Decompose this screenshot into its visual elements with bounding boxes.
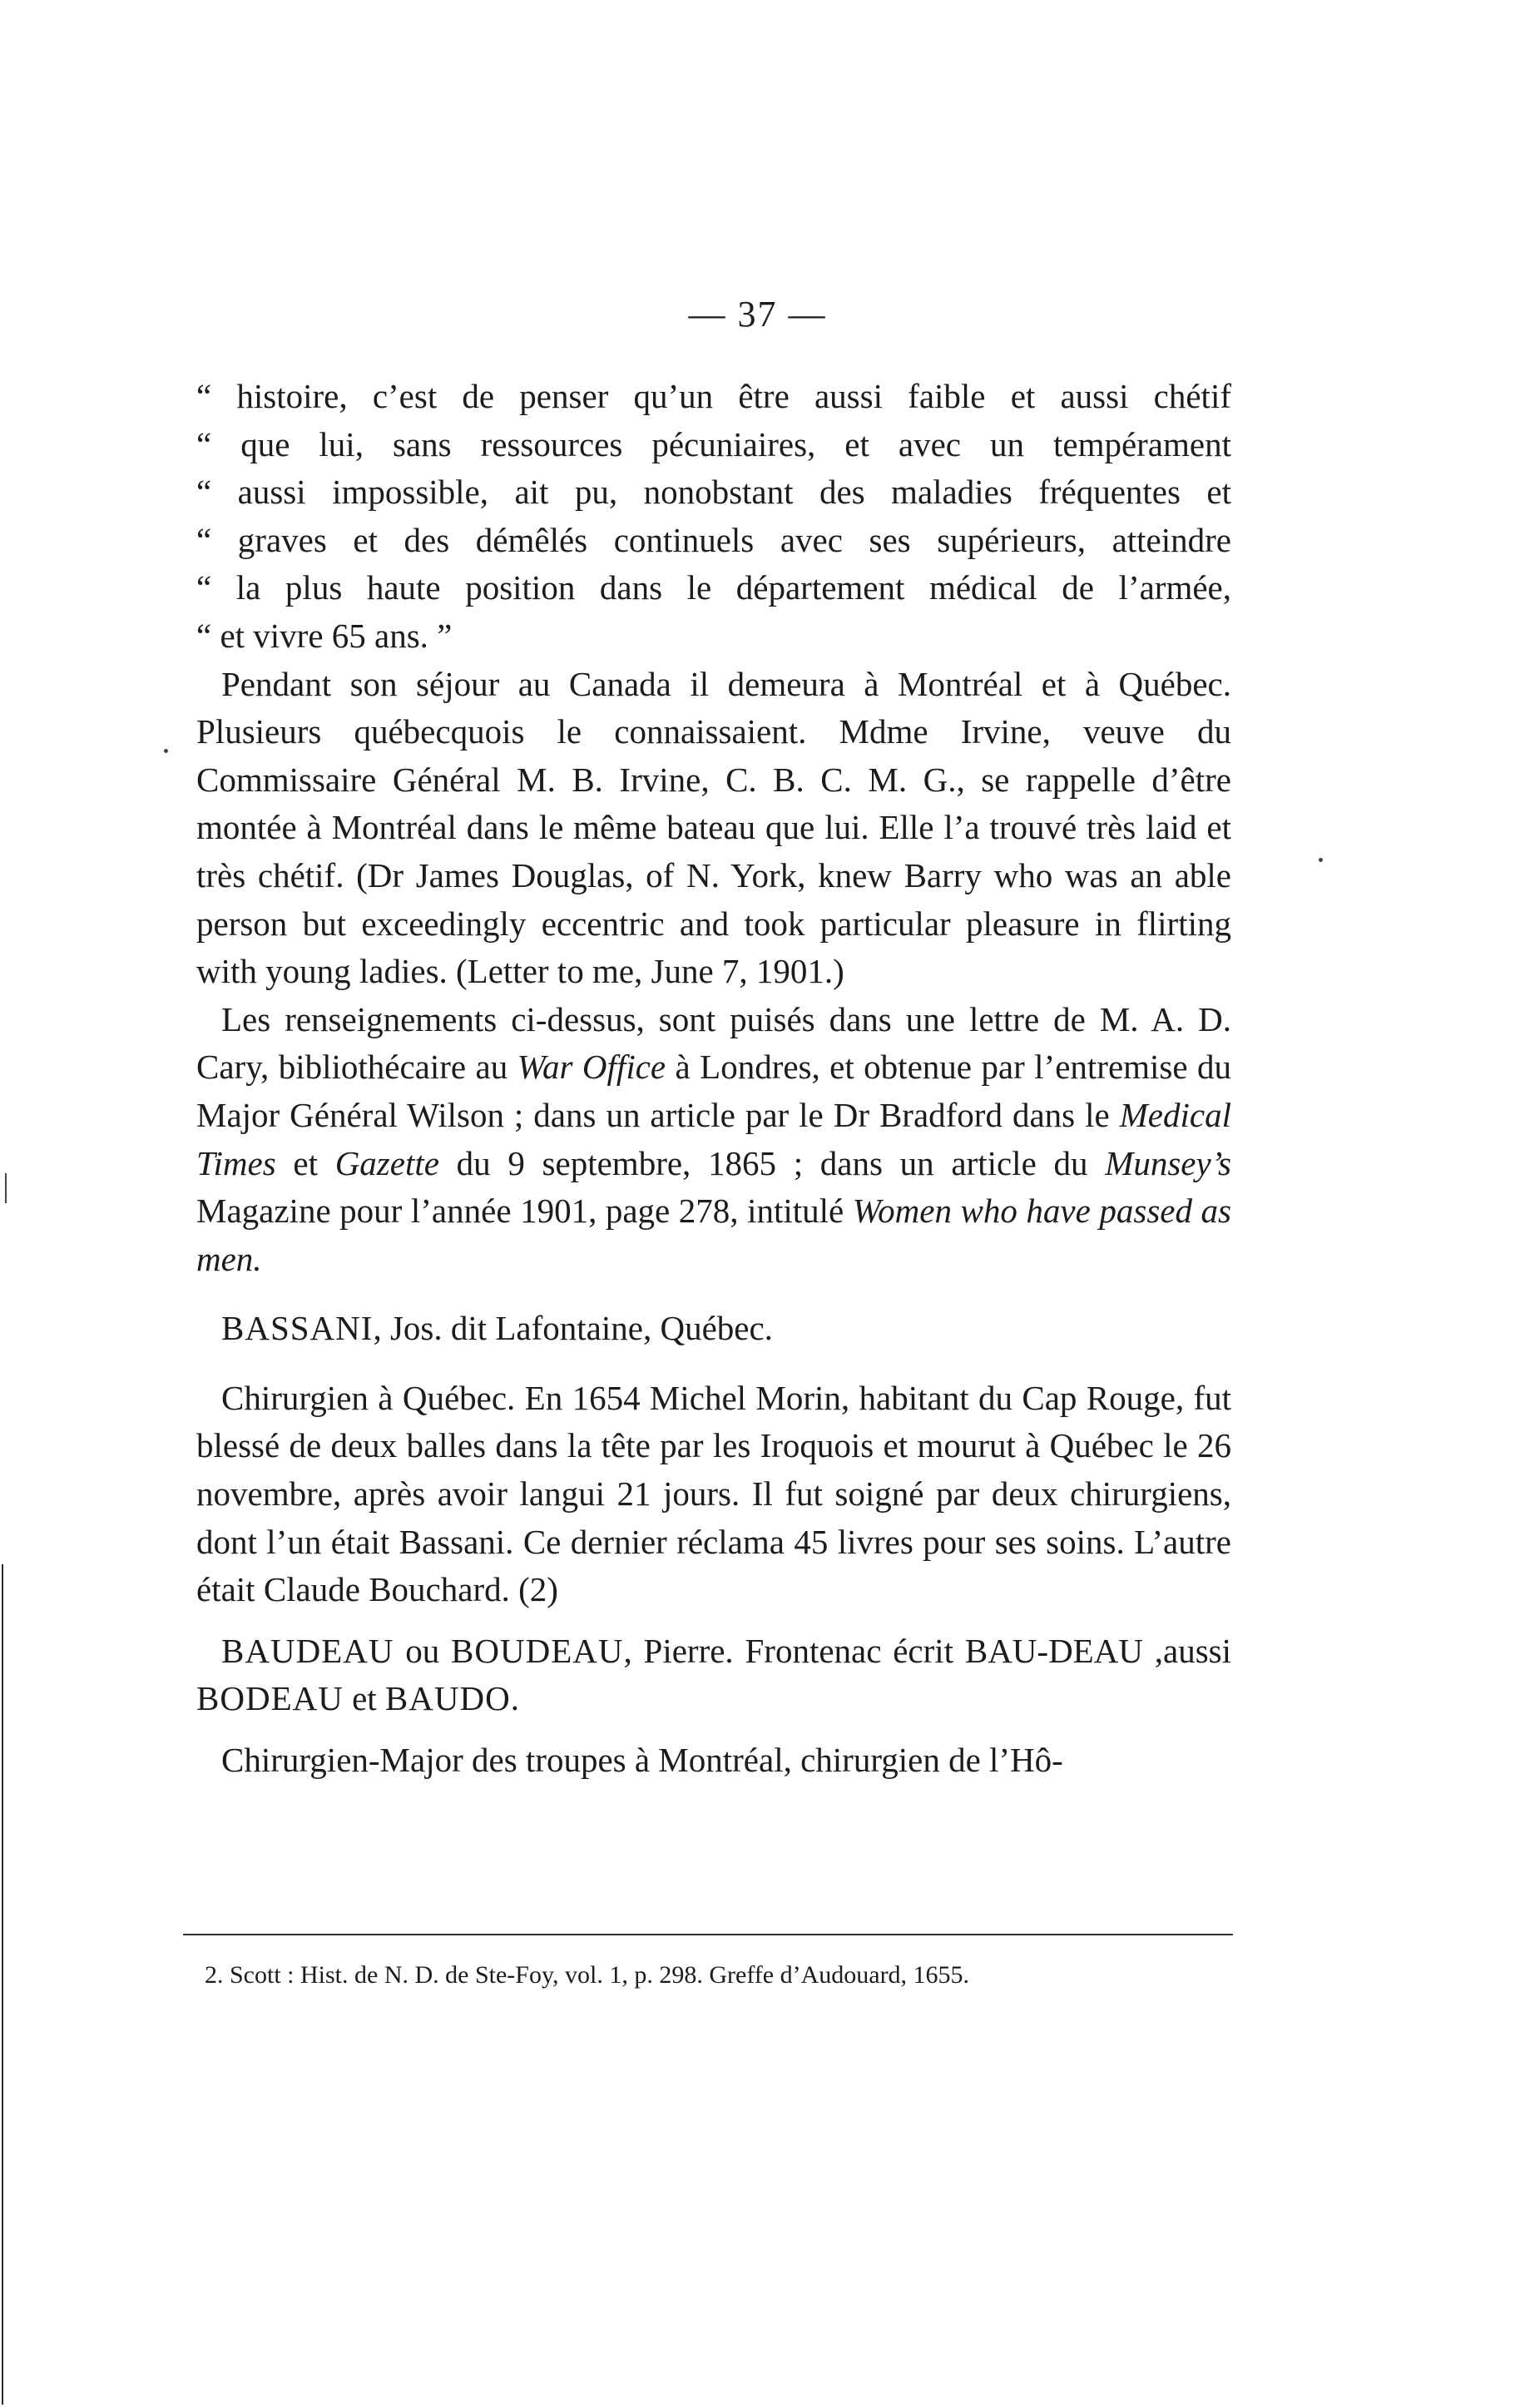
text-run: Magazine pour l’année 1901, page 278, intitulé: [196, 1192, 853, 1231]
entry-heading-baudeau: [196, 1628, 1231, 1723]
quotation-paragraph: [196, 373, 1231, 661]
quote-line: “ graves et des démêlés continuels avec ses supérieurs, atteindre: [196, 520, 1231, 559]
text-run: et: [275, 1143, 335, 1182]
entry-heading-bassani: [196, 1305, 1231, 1353]
entry-heading-rest: , Jos. dit Lafontaine, Québec.: [373, 1309, 773, 1348]
entry-name: BASSANI: [221, 1309, 374, 1348]
paragraph-canada-stay: Pendant son séjour au Canada il demeura à Montréal et à Québec. Plusieurs québecquois le connaissaient. Mdme Irvine, veuve du Commissaire Général M. B. Irvine, C. B. C. M. G., se rappelle d’être montée à Montréal dans le même bateau que lui. Elle l’a trouvé très laid et très chétif. (Dr James Douglas, of N. York, knew Barry who was an able person but exceedingly eccentric and took particular pleasure in flirting with young ladies. (Letter to me, June 7, 1901.): [196, 664, 1231, 991]
italic-title: Women who have passed as men.: [196, 1192, 1231, 1278]
footnote-rule: [183, 1934, 1233, 1935]
scan-margin-line: [2, 1564, 3, 2405]
text-run: , Pierre. Frontenac écrit BAU-DEAU ,aussi: [623, 1631, 1231, 1670]
quote-line: “ histoire, c’est de penser qu’un être aussi faible et aussi chétif: [196, 377, 1231, 415]
entry-body-bassani: Chirurgien à Québec. En 1654 Michel Morin, habitant du Cap Rouge, fut blessé de deux balles dans la tête par les Iroquois et mourut à Québec le 26 novembre, après avoir langui 21 jours. Il fut soigné par deux chirurgiens, dont l’un était Bassani. Ce dernier réclama 45 livres pour ses soins. L’autre était Claude Bouchard. (2): [196, 1378, 1231, 1609]
text-run: ou: [394, 1631, 452, 1670]
italic-title: Gazette: [334, 1143, 439, 1182]
text-run: à Londres, et obtenue par l’entremise du Major Général Wilson ; dans un article par le Dr Bradford dans le: [196, 1048, 1231, 1134]
scan-speck: [164, 749, 168, 753]
paragraph-sources: [196, 996, 1231, 1284]
main-text: [196, 373, 1231, 1785]
footnote: 2. Scott : Hist. de N. D. de Ste-Foy, vol. 1, p. 298. Greffe d’Audouard, 1655.: [205, 1961, 970, 1989]
scan-margin-tick: [5, 1173, 7, 1203]
quote-line: “ aussi impossible, ait pu, nonobstant des maladies fréquentes et: [196, 473, 1231, 512]
text-run: du 9 septembre, 1865 ; dans un article du: [438, 1143, 1106, 1182]
quote-line: “ et vivre 65 ans. ”: [196, 616, 453, 655]
entry-name: BAUDO: [384, 1679, 511, 1718]
quote-line: “ la plus haute position dans le département médical de l’armée,: [196, 568, 1231, 607]
italic-title: Munsey’s: [1105, 1143, 1231, 1182]
italic-title: Medical Times: [196, 1095, 1231, 1182]
page-number: — 37 —: [688, 294, 827, 334]
entry-name: BAUDEAU: [221, 1631, 394, 1670]
italic-title: War Office: [517, 1048, 666, 1087]
text-run: .: [510, 1679, 519, 1718]
scan-speck: [1319, 858, 1323, 862]
entry-name: BOUDEAU: [451, 1631, 624, 1670]
entry-name: BODEAU: [196, 1679, 344, 1718]
quote-line: “ que lui, sans ressources pécuniaires, et avec un tempérament: [196, 424, 1231, 463]
text-run: Les renseignements ci-dessus, sont puisés dans une lettre de M. A. D. Cary, bibliothécaire au: [196, 999, 1231, 1087]
text-run: et: [343, 1679, 385, 1718]
entry-body-baudeau: Chirurgien-Major des troupes à Montréal, chirurgien de l’Hô-: [221, 1741, 1063, 1780]
